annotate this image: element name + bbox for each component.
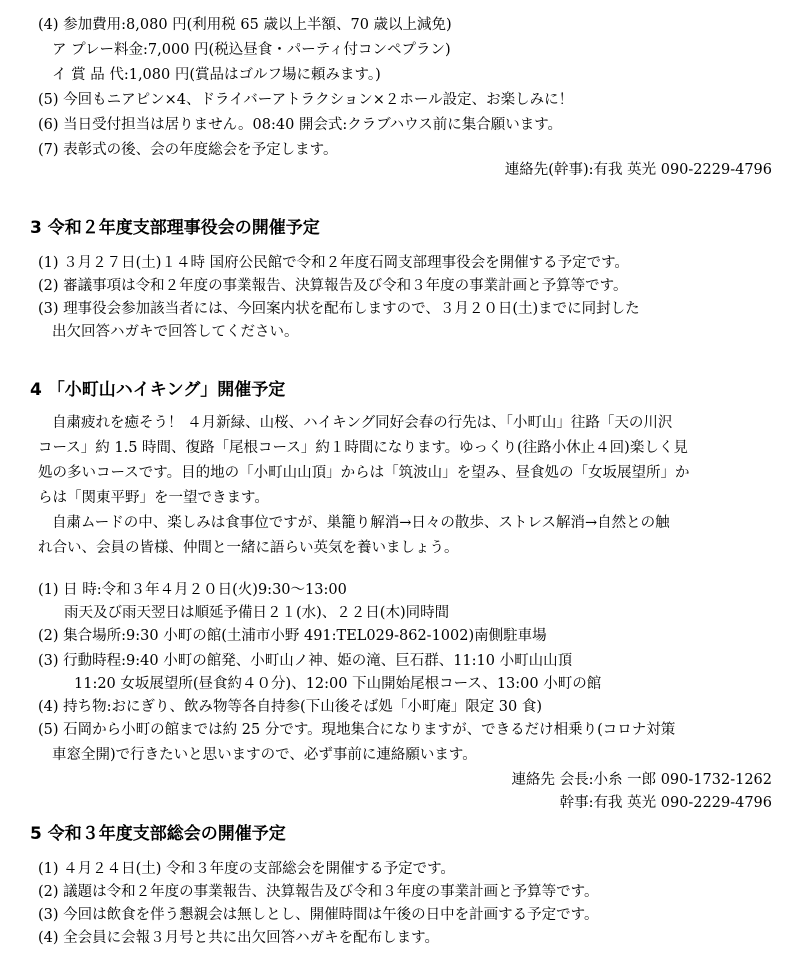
paragraph-line: 自粛ムードの中、楽しみは食事位ですが、巣籠り解消→日々の散歩、ストレス解消→自然との触 (52, 515, 670, 531)
transport-item: (5) 石岡から小町の館までは約 25 分です。現地集合になりますが、できるだけ相乗り(コロナ対策 (38, 722, 676, 738)
list-item: (3) 理事役会参加該当者には、今回案内状を配布しますので、３月２０日(土)までに同封した (38, 301, 640, 317)
contact-chair: 連絡先 会長:小糸 一郎 090-1732-1262 (511, 772, 772, 788)
list-item-continuation: 出欠回答ハガキで回答してください。 (52, 324, 299, 340)
section-4-heading: 4 「小町山ハイキング」開催予定 (30, 380, 286, 400)
list-item: (5) 今回もニアピン×4、ドライバーアトラクション×２ホール設定、お楽しみに！ (38, 92, 574, 108)
fee-prize-item: イ 賞 品 代:1,080 円(賞品はゴルフ場に頼みます。) (52, 67, 381, 83)
paragraph-line: 処の多いコースです。目的地の「小町山山頂」からは「筑波山」を望み、昼食処の「女坂展望所」か (38, 465, 690, 481)
list-item: (1) ３月２７日(土)１４時 国府公民館で令和２年度石岡支部理事役会を開催する予定です。 (38, 255, 629, 271)
list-item: (3) 今回は飲食を伴う懇親会は無しとし、開催時間は午後の日中を計画する予定です。 (38, 907, 599, 923)
list-item: (6) 当日受付担当は居りません。08:40 開会式:クラブハウス前に集合願います。 (38, 117, 563, 133)
transport-continuation: 車窓全開)で行きたいと思いますので、必ず事前に連絡願います。 (52, 747, 477, 763)
belongings-item: (4) 持ち物:おにぎり、飲み物等各自持参(下山後そば処「小町庵」限定 30 食) (38, 699, 543, 715)
itinerary-continuation: 11:20 女坂展望所(昼食約４０分)、12:00 下山開始尾根コース、13:00 小町の館 (74, 676, 602, 692)
paragraph-line: コース」約 1.5 時間、復路「尾根コース」約１時間になります。ゆっくり(往路小休止４回)楽しく見 (38, 440, 688, 456)
list-item: (1) ４月２４日(土) 令和３年度の支部総会を開催する予定です。 (38, 861, 455, 877)
section-5-heading: 5 令和３年度支部総会の開催予定 (30, 824, 286, 844)
list-item: (7) 表彰式の後、会の年度総会を予定します。 (38, 142, 338, 158)
paragraph-line: らは「関東平野」を一望できます。 (38, 490, 269, 506)
section-3-heading: 3 令和２年度支部理事役会の開催予定 (30, 218, 320, 238)
contact-secretary: 幹事:有我 英光 090-2229-4796 (559, 795, 772, 811)
itinerary-item: (3) 行動時程:9:40 小町の館発、小町山ノ神、姫の滝、巨石群、11:10 小町山山頂 (38, 653, 573, 669)
paragraph-line: 自粛疲れを癒そう！ ４月新緑、山桜、ハイキング同好会春の行先は、「小町山」往路「天の川沢 (52, 415, 673, 431)
meeting-place-item: (2) 集合場所:9:30 小町の館(土浦市小野 491:TEL029-862-1002)南側駐車場 (38, 628, 547, 644)
contact-line: 連絡先(幹事):有我 英光 090-2229-4796 (504, 162, 772, 178)
paragraph-line: れ合い、会員の皆様、仲間と一緒に語らい英気を養いましょう。 (38, 540, 459, 556)
schedule-note: 雨天及び雨天翌日は順延予備日２１(水)、２２日(木)同時間 (64, 605, 450, 621)
fee-item: (4) 参加費用:8,080 円(利用税 65 歳以上半額、70 歳以上減免) (38, 17, 452, 33)
list-item: (2) 審議事項は令和２年度の事業報告、決算報告及び令和３年度の事業計画と予算等です。 (38, 278, 628, 294)
list-item: (2) 議題は令和２年度の事業報告、決算報告及び令和３年度の事業計画と予算等です。 (38, 884, 599, 900)
list-item: (4) 全会員に会報３月号と共に出欠回答ハガキを配布します。 (38, 930, 439, 946)
fee-play-item: ア プレー料金:7,000 円(税込昼食・パーティ付コンペプラン) (52, 42, 451, 58)
schedule-item: (1) 日 時:令和３年４月２０日(火)9:30～13:00 (38, 582, 347, 598)
